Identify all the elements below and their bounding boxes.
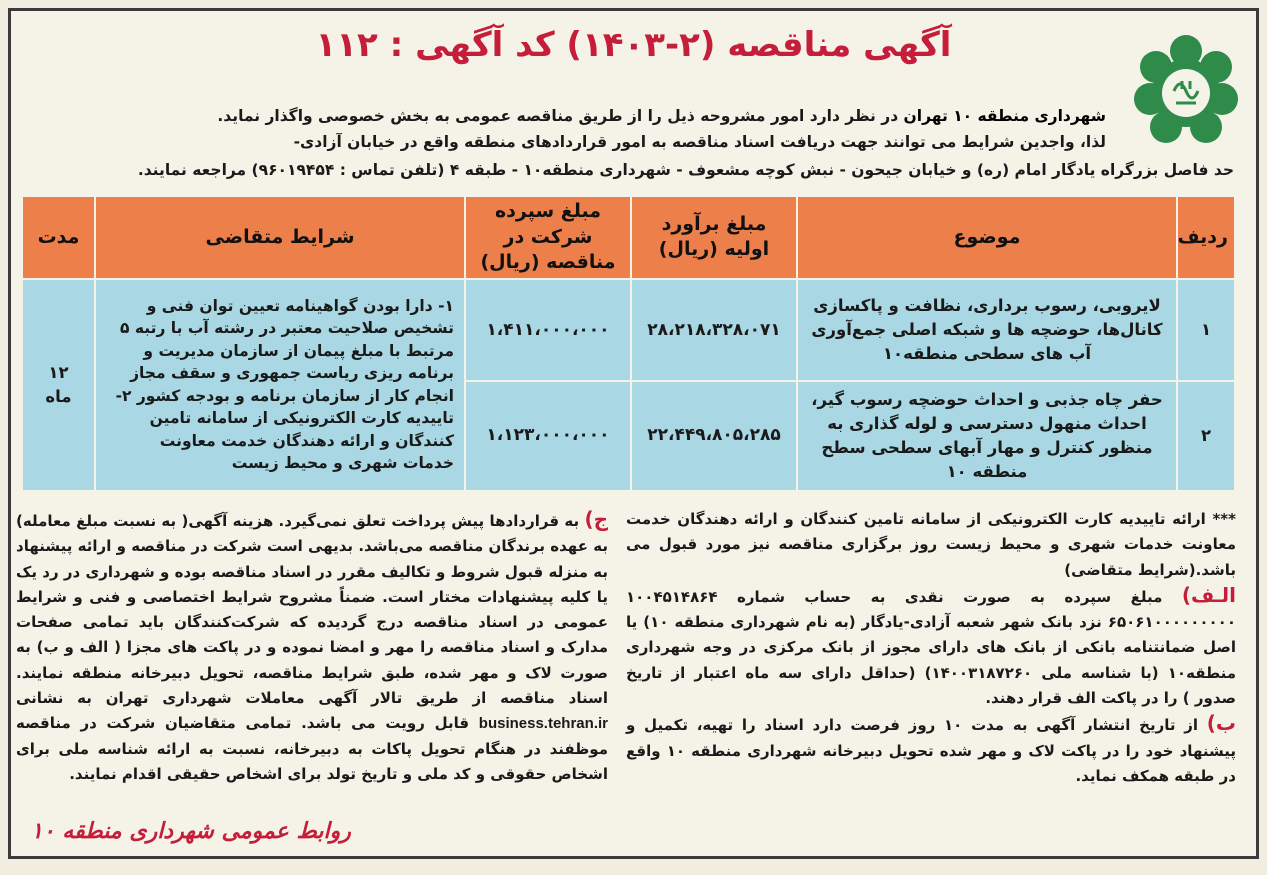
header-row-number: ردیف — [1177, 196, 1235, 279]
header-subject: موضوع — [797, 196, 1177, 279]
website-link[interactable]: business.tehran.ir — [478, 715, 608, 733]
clause-jim-text-2: قابل رویت می باشد. تمامی متقاضیان شرکت در مناقصه موظفند در هنگام تحویل پاکات به دبیرخانه، نسبت به ارائه شناسه ملی برای اشخاص حقوقی و کد ملی و تاریخ تولد برای اشخاص حقیقی اقدام نمایند. — [16, 714, 608, 783]
clause-be-label: ب) — [1206, 711, 1236, 736]
row-subject: حفر چاه جذبی و احداث حوضچه رسوب گیر، احداث منهول دسترسی و لوله گذاری به منظور کنترل و مهار آبهای سطحی سطح منطقه ۱۰ — [797, 381, 1177, 491]
clause-alef-text: مبلغ سپرده به صورت نقدی به حساب شماره ۱۰۰۴۵۱۴۸۶۴ ۶۵۰۶۱۰۰۰۰۰۰۰۰۰ نزد بانک شهر شعبه آزادی-یادگار (به نام شهرداری منطقه ۱۰) یا اصل ضمانتنامه بانکی از بانک های دارای مجوز از بانک مرکزی در وجه شهرداری منطقه۱۰ (با شناسه ملی ۱۴۰۰۳۱۸۷۲۶۰) (حداقل دارای سه ماه اعتبار از تاریخ صدور ) را در پاکت الف قرار دهند. — [626, 587, 1237, 708]
clause-jim-label: ج) — [584, 507, 608, 531]
left-column — [16, 507, 608, 787]
clause-be — [626, 711, 1236, 789]
header-conditions: شرایط متقاضی — [95, 196, 465, 279]
header-deposit: مبلغ سپرده شرکت در مناقصه (ریال) — [465, 196, 631, 279]
header-estimate: مبلغ برآورد اولیه (ریال) — [631, 196, 797, 279]
intro-line-1 — [25, 107, 1106, 125]
applicant-conditions: ۱- دارا بودن گواهینامه تعیین توان فنی و تشخیص صلاحیت معتبر در رشته آب با رتبه ۵ مرتبط با مبلغ پیمان از سازمان مدیریت و برنامه ریزی ریاست جمهوری و سقف مجاز انجام کار از سازمان برنامه و بودجه کشور ۲- تاییدیه کارت الکترونیکی از سامانه تامین کنندگان و ارائه دهندگان خدمت معاونت خدمات شهری و محیط زیست — [95, 279, 465, 491]
row-number: ۲ — [1177, 381, 1235, 491]
right-column — [626, 507, 1236, 789]
clause-be-text: از تاریخ انتشار آگهی به مدت ۱۰ روز فرصت دارد اسناد را تهیه، تکمیل و پیشنهاد خود را در پاکت لاک و مهر شده تحویل دبیرخانه شهرداری منطقه ۱۰ واقع در طبقه همکف نماید. — [626, 716, 1236, 785]
public-relations-signature: روابط عمومی شهرداری منطقه ۱۰ — [31, 819, 351, 844]
clause-jim-text: به قراردادها پیش پرداخت تعلق نمی‌گیرد. هزینه آگهی( به نسبت مبلغ معامله) به عهده برندگان مناقصه می‌باشد. بدیهی است شرکت در مناقصه و ارائه پیشنهاد به منزله قبول شروط و تکالیف مقرر در اسناد مناقصه بوده و شهرداری در رد یک یا کلیه پیشنهادات مختار است. ضمناً مشروح شرایط اختصاصی و فنی و شرایط عمومی در اسناد مناقصه درج گردیده که شرکت‌کنندگان باید تمامی صفحات مدارک و اسناد مناقصه را مهر و امضا نموده و در پاکت های مجزا ( الف و ب) به صورت لاک و مهر شده، طبق شرایط مناقصه، تحویل دبیرخانه منطقه نمایند. اسناد مناقصه از طریق تالار آگهی معاملات شهرداری تهران به نشانی — [16, 512, 608, 708]
header-duration: مدت — [22, 196, 95, 279]
row-deposit: ۱،۴۱۱،۰۰۰،۰۰۰ — [465, 279, 631, 381]
intro-line-2: لذا، واجدین شرایط می توانند جهت دریافت اسناد مناقصه به امور قراردادهای منطقه واقع در خیابان آزادی- — [293, 133, 1106, 151]
table-header-row — [22, 196, 1235, 279]
electronic-card-note: *** ارائه تاییدیه کارت الکترونیکی از سامانه تامین کنندگان و ارائه دهندگان خدمت معاونت خدمات شهری و محیط زیست روز برگزاری مناقصه نیز مورد قبول می باشد.(شرایط متقاضی) — [626, 510, 1236, 579]
tender-table — [21, 195, 1236, 492]
intro-line-3: حد فاصل بزرگراه یادگار امام (ره) و خیابان جیحون - نبش کوچه مشعوف - شهرداری منطقه۱۰ - طبقه ۴ (تلفن تماس : ۹۶۰۱۹۴۵۴) مراجعه نمایند. — [137, 161, 1234, 179]
clause-alef-label: الـف) — [1181, 582, 1236, 607]
municipality-logo-icon — [1130, 33, 1242, 151]
organization-name: شهرداری منطقه ۱۰ تهران — [903, 107, 1106, 125]
row-estimate: ۲۲،۴۴۹،۸۰۵،۲۸۵ — [631, 381, 797, 491]
row-subject: لایروبی، رسوب برداری، نظافت و پاکسازی کانال‌ها، حوضچه ها و شبکه اصلی جمع‌آوری آب های سطحی منطقه۱۰ — [797, 279, 1177, 381]
contract-duration: ۱۲ ماه — [22, 279, 95, 491]
intro-line-1-text: در نظر دارد امور مشروحه ذیل را از طریق مناقصه عمومی به بخش خصوصی واگذار نماید. — [217, 107, 904, 125]
row-estimate: ۲۸،۲۱۸،۳۲۸،۰۷۱ — [631, 279, 797, 381]
notice-title: آگهی مناقصه (۲-۱۴۰۳) کد آگهی : ۱۱۲ — [315, 25, 952, 65]
table-row — [22, 279, 1235, 381]
row-number: ۱ — [1177, 279, 1235, 381]
row-deposit: ۱،۱۲۳،۰۰۰،۰۰۰ — [465, 381, 631, 491]
clause-alef — [626, 583, 1236, 711]
tender-notice — [8, 8, 1259, 859]
